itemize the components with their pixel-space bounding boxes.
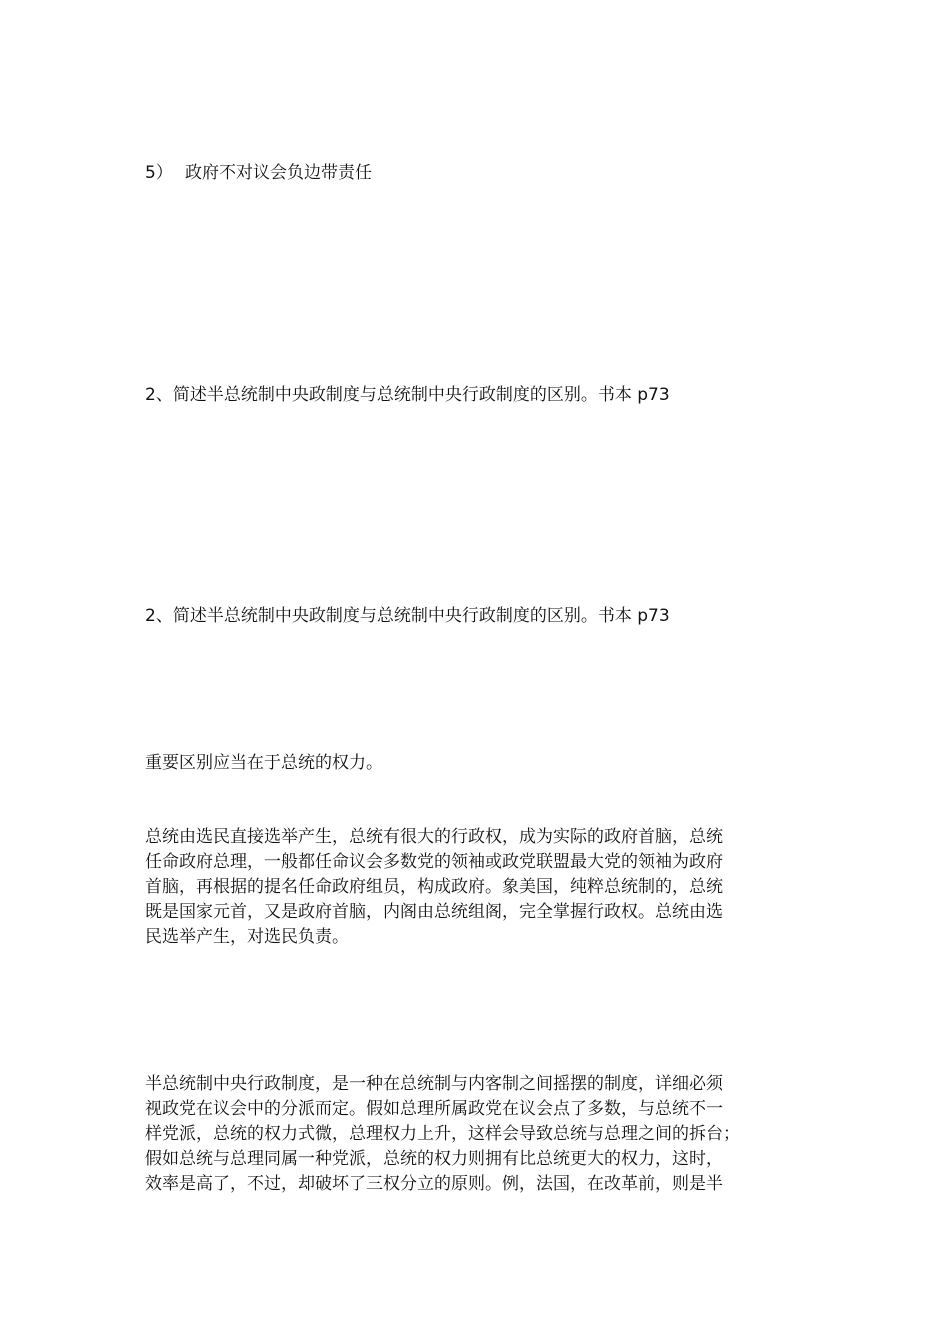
paragraph-presidential-system	[145, 825, 805, 950]
paragraph-line: 效率是高了，不过，却破坏了三权分立的原则。例，法国，在改革前，则是半	[145, 1174, 723, 1194]
answer-intro: 重要区别应当在于总统的权力。	[145, 753, 383, 773]
paragraph-line: 样党派，总统的权力式微，总理权力上升，这样会导致总统与总理之间的拆台；	[145, 1124, 740, 1144]
question-heading-repeat: 2、简述半总统制中央政制度与总统制中央行政制度的区别。书本 p73	[145, 606, 670, 626]
paragraph-line: 任命政府总理，一般都任命议会多数党的领袖或政党联盟最大党的领袖为政府	[145, 852, 723, 872]
paragraph-line: 视政党在议会中的分派而定。假如总理所属政党在议会点了多数，与总统不一	[145, 1099, 723, 1119]
paragraph-semi-presidential-system	[145, 1072, 805, 1197]
paragraph-line: 首脑，再根据的提名任命政府组员，构成政府。象美国，纯粹总统制的，总统	[145, 877, 723, 897]
list-item-number: 5）	[145, 163, 173, 183]
list-item-text: 政府不对议会负边带责任	[185, 163, 372, 183]
paragraph-line: 总统由选民直接选举产生，总统有很大的行政权，成为实际的政府首脑，总统	[145, 827, 723, 847]
question-heading: 2、简述半总统制中央政制度与总统制中央行政制度的区别。书本 p73	[145, 385, 670, 405]
paragraph-line: 半总统制中央行政制度，是一种在总统制与内客制之间摇摆的制度，详细必须	[145, 1074, 723, 1094]
list-item-5	[145, 162, 372, 184]
paragraph-line: 假如总统与总理同属一种党派，总统的权力则拥有比总统更大的权力，这时，	[145, 1149, 723, 1169]
paragraph-line: 既是国家元首，又是政府首脑，内阁由总统组阁，完全掌握行政权。总统由选	[145, 902, 723, 922]
paragraph-line: 民选举产生，对选民负责。	[145, 927, 349, 947]
